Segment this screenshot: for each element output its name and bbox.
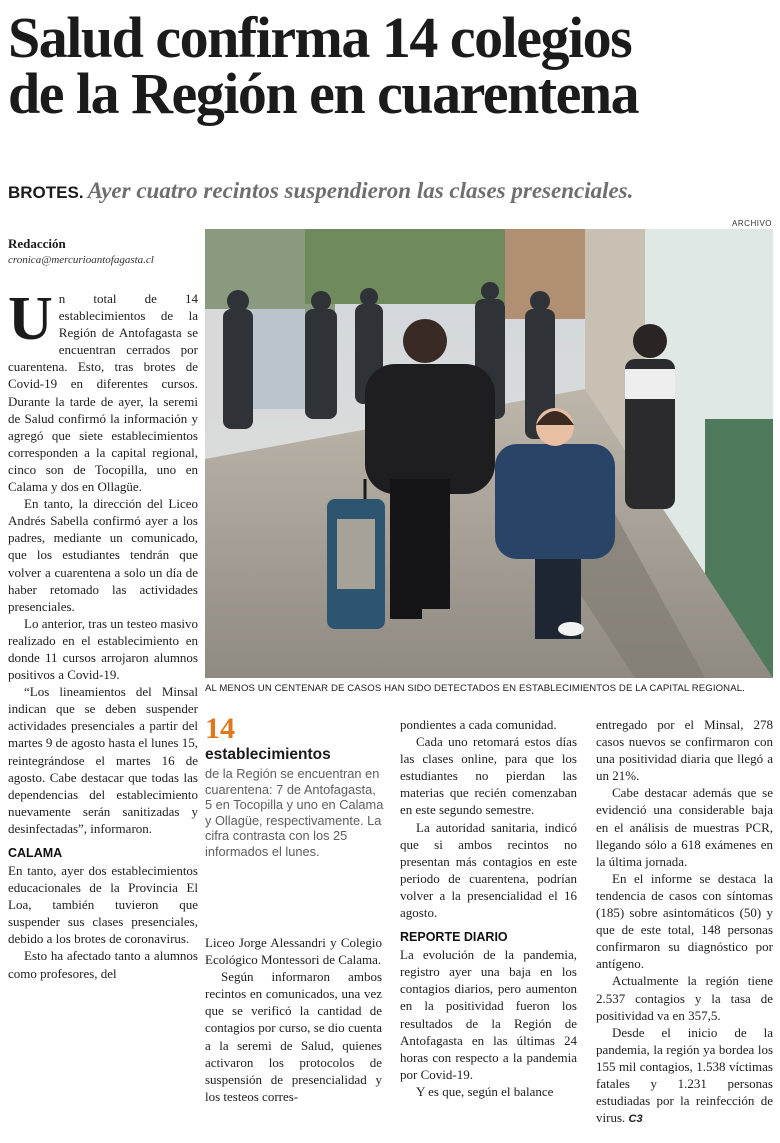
photo-credit: ARCHIVO (732, 219, 772, 228)
kicker: BROTES. (8, 183, 84, 202)
subheadline (8, 178, 772, 204)
paragraph: Según informaron ambos recintos en comunicados, una vez que se verificó la cantidad de contagios por curso, se dio cuenta a la seremi de Salud, quienes activaron los protocolos de suspensión de presencialidad y los testeos corres- (205, 969, 382, 1104)
paragraph: Actualmente la región tiene 2.537 contagios y la tasa de positividad va en 357,5. (596, 973, 773, 1023)
paragraph: Liceo Jorge Alessandri y Colegio Ecológico Montessori de Calama. (205, 935, 382, 968)
byline-email: cronica@mercurioantofagasta.cl (8, 254, 154, 266)
factbox-number: 14 (205, 712, 235, 745)
paragraph-text: n total de 14 establecimientos de la Región de Antofagasta se encuentran cerrados por cuarentena. Esto, tras brotes de Covid-19 en diferentes cursos. Durante la tarde de ayer, la seremi de Salud confirmó la información y agregó que siete establecimientos corresponden a la capital regional, cinco son de Tocopilla, uno en Calama y dos en Ollagüe. (8, 291, 198, 495)
byline-author: Redacción (8, 236, 66, 251)
paragraph: Lo anterior, tras un testeo masivo realizado en el establecimiento en donde 11 cursos arrojaron alumnos positivos a Covid-19. (8, 615, 198, 683)
paragraph: Esto ha afectado tanto a alumnos como profesores, del (8, 948, 198, 981)
paragraph: La autoridad sanitaria, indicó que si ambos recintos no presentan más contagios en este periodo de cuarentena, podrían volver a la presencialidad el 16 agosto. (400, 819, 577, 921)
paragraph: En el informe se destaca la tendencia de casos con síntomas (185) sobre asintomáticos (50) y que de este total, 148 personas confirmaron su diagnóstico por antígeno. (596, 870, 773, 972)
paragraph: Cabe destacar además que se evidenció una considerable baja en el análisis de muestras PCR, llegando sólo a 618 exámenes en la última jornada. (596, 785, 773, 869)
factbox-text: de la Región se encuentran en cuarentena: 7 de Antofagasta, 5 en Tocopilla y uno en Calama y Ollagüe, respectivamente. La cifra contrasta con los 25 informados el lunes. (205, 766, 384, 859)
end-mark: C3 (628, 1113, 643, 1126)
headline-line-2: de la Región en cuarentena (8, 61, 639, 126)
paragraph (8, 285, 198, 495)
section-heading-reporte-diario: REPORTE DIARIO (400, 930, 508, 945)
paragraph: Cada uno retomará estos días las clases online, para que los estudiantes no pierdan las materias que recién comenzaban en este segundo semestre. (400, 734, 577, 818)
paragraph: En tanto, ayer dos establecimientos educacionales de la Provincia El Loa, también tuvieron que suspender sus clases presenciales, debido a los brotes de coronavirus. (8, 863, 198, 947)
paragraph: En tanto, la dirección del Liceo Andrés Sabella confirmó ayer a los padres, mediante un comunicado, que los estudiantes tendrán que volver a cuarentena a solo un día de haber retomado las actividades presenciales. (8, 496, 198, 614)
paragraph-text: Desde el inicio de la pandemia, la región ya bordea los 155 mil contagios, 1.538 víctimas fatales y 1.231 personas estudiadas por la reinfección de virus. (596, 1024, 773, 1126)
article-column-2 (205, 934, 382, 1105)
paragraph: pondientes a cada comunidad. (400, 717, 557, 732)
paragraph: “Los lineamientos del Minsal indican que se deben suspender actividades presenciales a partir del martes 9 de agosto hasta el lunes 15, reintegrándose el martes 16 de agosto. Cabe destacar que todas las dependencias del establecimiento nuevamente serán sanitizadas y desinfectadas”, informaron. (8, 684, 198, 836)
news-photo (205, 229, 773, 678)
paragraph: Y es que, según el balance (416, 1083, 554, 1099)
factbox (205, 714, 385, 860)
paragraph (596, 1024, 773, 1129)
headline-line-1: Salud confirma 14 colegios (8, 5, 632, 70)
byline (8, 236, 198, 268)
paragraph: entregado por el Minsal, 278 casos nuevos se confirmaron con una positividad diaria que llegó a un 21%. (596, 717, 773, 784)
factbox-label: establecimientos (205, 746, 331, 763)
dropcap: U (8, 285, 53, 353)
headline (8, 5, 772, 126)
article-column-1 (8, 285, 198, 982)
article-column-3 (400, 716, 577, 1100)
news-photo-illustration (205, 229, 773, 678)
paragraph: La evolución de la pandemia, registro ayer una baja en los contagios diarios, pero aumenton en la positividad fueron los resultados de la Región de Antofagasta en las últimas 24 horas con respecto a la pandemia por Covid-19. (400, 947, 577, 1082)
article-column-4 (596, 716, 773, 1128)
deck: Ayer cuatro recintos suspendieron las clases presenciales. (87, 178, 634, 203)
photo-caption: AL MENOS UN CENTENAR DE CASOS HAN SIDO DETECTADOS EN ESTABLECIMIENTOS DE LA CAPITAL REGIONAL. (205, 683, 745, 694)
section-heading-calama: CALAMA (8, 846, 63, 860)
